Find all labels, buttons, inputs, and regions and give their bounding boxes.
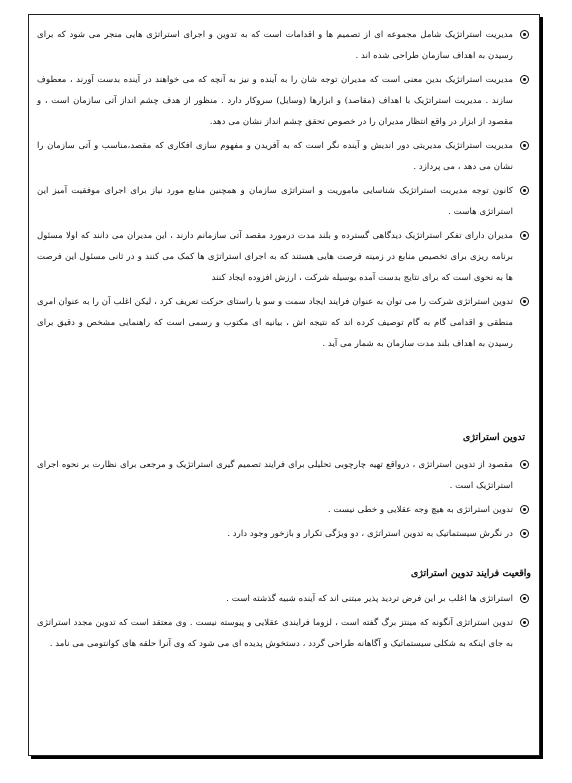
page-frame (28, 14, 540, 756)
list-item (37, 455, 531, 497)
section-heading-formulation: تدوین استراتژی (462, 432, 525, 443)
list-item-text: کانون توجه مدیریت استراتژیک شناسایی ماموریت و استراتژی سازمان و همچنین منابع مورد نیاز برای اجرای موفقیت آمیز این استراتژی هاست . (37, 186, 513, 217)
list-item-text: مدیریت استراتژیک مدیریتی دور اندیش و آینده نگر است که به آفریدن و مفهوم سازی افکاری که مقصد،مناسب و آتی سازمان را نشان می دهد ، می پردازد . (37, 141, 513, 172)
list-item (37, 70, 531, 133)
bullet-icon (520, 618, 529, 627)
list-item (37, 25, 531, 67)
reality-section (37, 589, 531, 655)
bullet-icon (520, 75, 529, 84)
section-heading-reality: واقعیت فرایند تدوین استراتژی (410, 568, 531, 579)
list-item (37, 136, 531, 178)
formulation-section (37, 455, 531, 545)
bullet-icon (520, 460, 529, 469)
bullet-icon (520, 505, 529, 514)
list-item (37, 589, 531, 610)
list-item-text: استراتژی ها اغلب بر این فرض تردید پذیر مبتنی اند که آینده شبیه گذشته است . (226, 594, 513, 604)
list-item (37, 613, 531, 655)
bullet-icon (520, 297, 529, 306)
bullet-icon (520, 186, 529, 195)
bullet-icon (520, 529, 529, 538)
list-item (37, 524, 531, 545)
list-item-text: مدیریت استراتژیک شامل مجموعه ای از تصمیم ها و اقدامات است که به تدوین و اجرای استراتژی هایی منجر می شود که برای رسیدن به اهداف سازمان طراحی شده اند . (37, 30, 513, 61)
list-item-text: مدیران دارای تفکر استراتژیک دیدگاهی گسترده و بلند مدت درمورد مقصد آتی سازمانم دارند ، این مدیران می دانند که اولا مسئول برنامه ریزی برای تخصیص منابع در زمینه فرصت هایی هستند که به اجرای استراتژی ها کمک می کنند و در ثانی مسئول این فرصت ها به نحوی است که برای نتایج بدست آمده بوسیله شرکت ، ارزش افزوده ایجاد کنند (37, 231, 513, 283)
bullet-icon (520, 30, 529, 39)
list-item-text: تدوین استراتژی به هیچ وجه عقلایی و خطی نیست . (327, 505, 513, 515)
list-item-text: تدوین استراتژی آنگونه که مینتز برگ گفته است ، لزوما فرایندی عقلایی و پیوسته نیست . وی معتقد است که تدوین مجدد استراتژی به جای اینکه به شکلی سیستماتیک و آگاهانه طراحی گردد ، دستخوش پدیده ای می شود که وی آنرا حلقه های کوانتومی می نامد . (37, 618, 513, 649)
list-item (37, 500, 531, 521)
list-item (37, 226, 531, 289)
bullet-icon (520, 141, 529, 150)
list-item (37, 292, 531, 355)
list-item (37, 181, 531, 223)
list-item-text: در نگرش سیستماتیک به تدوین استراتژی ، دو ویژگی تکرار و بازخور وجود دارد . (227, 529, 513, 539)
bullet-icon (520, 231, 529, 240)
list-item-text: مقصود از تدوین استراتژی ، درواقع تهیه چارچوبی تحلیلی برای فرایند تصمیم گیری استراتژیک و مرجعی برای نظارت بر نحوه اجرای استراتژیک است . (37, 460, 513, 491)
list-item-text: مدیریت استراتژیک بدین معنی است که مدیران توجه شان را به آینده و نیز به آنچه که می خواهند در آینده بدست آورند ، معطوف سازند . مدیریت استراتژیک با اهداف (مقاصد) و ابزارها (وسایل) سروکار دارد . منظور از هدف چشم انداز آتی سازمان است ، و مقصود از ابزار در واقع انتظار مدیران را در خصوص تحقق چشم انداز نشان می دهد. (37, 75, 513, 127)
list-item-text: تدوین استراتژی شرکت را می توان به عنوان فرایند ایجاد سمت و سو یا راستای حرکت تعریف کرد ، لیکن اغلب آن را به عنوان امری منطقی و اقدامی گام به گام توصیف کرده اند که نتیجه اش ، بیانیه ای مکتوب و رسمی است که راهنمایی مشخص و دقیق برای رسیدن به اهداف بلند مدت سازمان به شمار می آید . (37, 297, 513, 349)
bullet-icon (520, 594, 529, 603)
intro-section (37, 25, 531, 355)
